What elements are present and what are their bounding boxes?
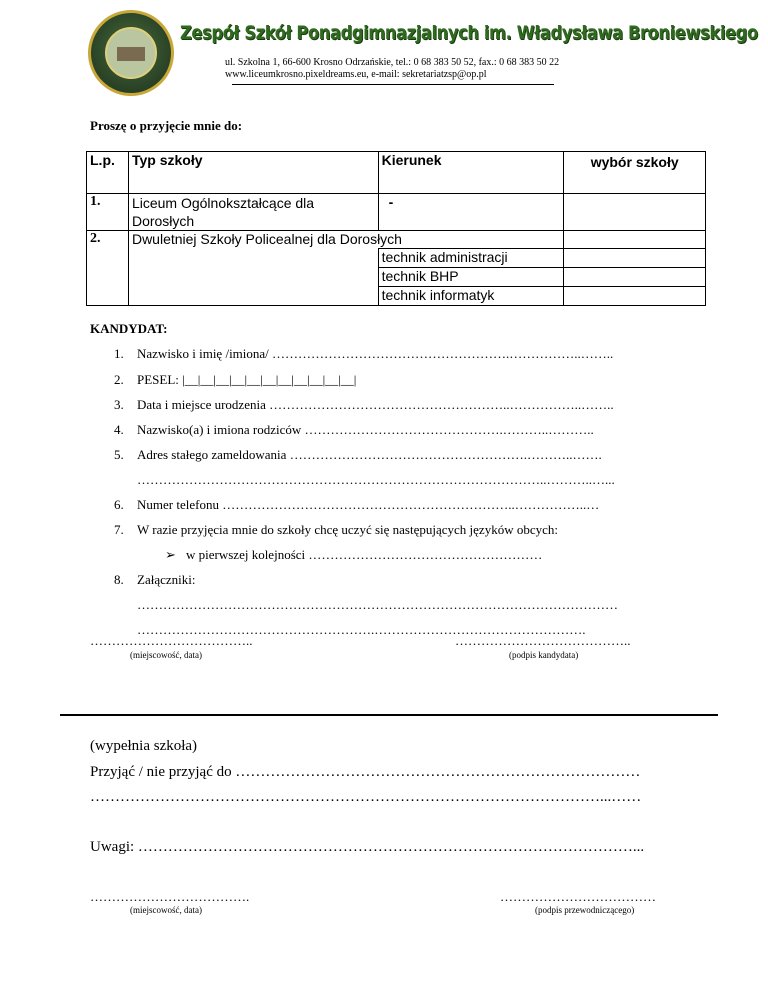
school-section-heading: (wypełnia szkoła): [90, 738, 198, 754]
direction-choice-checkbox[interactable]: [564, 268, 706, 287]
direction-choice-checkbox[interactable]: [564, 287, 706, 306]
parents-names-field[interactable]: Nazwisko(a) i imiona rodziców ……………………………………….………..………..: [137, 422, 594, 437]
row-2-type: Dwuletniej Szkoły Policealnej dla Dorosłych: [128, 231, 563, 249]
list-item-number: 4.: [114, 422, 124, 437]
arrow-bullet-icon: ➢: [165, 547, 176, 562]
list-item-number: 1.: [114, 346, 124, 361]
languages-question: W razie przyjęcia mnie do szkoły chcę uczyć się następujących języków obcych:: [137, 522, 558, 537]
place-date-signature-line[interactable]: ………………………………..: [90, 633, 253, 648]
row-1-lp: 1.: [87, 194, 129, 231]
direction-item: technik BHP: [378, 268, 564, 287]
header-choice: wybór szkoły: [564, 152, 706, 194]
first-language-field[interactable]: w pierwszej kolejności ………………………………………………: [186, 547, 543, 562]
row-2-spacer: [564, 231, 706, 249]
attachments-label: Załączniki:: [137, 572, 196, 587]
list-item-number: 7.: [114, 522, 124, 537]
section-divider: [60, 714, 718, 716]
table-row: [87, 194, 706, 231]
row-2-type-blank: [128, 249, 378, 306]
address-line-1: ul. Szkolna 1, 66-600 Krosno Odrzańskie, tel.: 0 68 383 50 52, fax.: 0 68 383 50 22: [225, 57, 560, 68]
list-item-number: 5.: [114, 447, 124, 462]
row-1-type: Liceum Ogólnokształcące dla Dorosłych: [128, 194, 378, 231]
acceptance-field[interactable]: Przyjąć / nie przyjąć do ………………………………………………………………………: [90, 764, 641, 780]
row-2-lp: 2.: [87, 231, 129, 306]
candidate-name-field[interactable]: Nazwisko i imię /imiona/ ……………………………………………….……………..……..: [137, 346, 614, 361]
header-type: Typ szkoły: [128, 152, 378, 194]
phone-field[interactable]: Numer telefonu …………………………………………………………..……………..…: [137, 497, 600, 512]
acceptance-field-line-2[interactable]: …………………………………………………………………………………………...……: [90, 789, 642, 805]
table-row: [87, 231, 706, 249]
row-1-choice-checkbox[interactable]: [564, 194, 706, 231]
remarks-field[interactable]: Uwagi: ………………………………………………………………………………………...: [90, 839, 645, 855]
header-direction: Kierunek: [378, 152, 564, 194]
address-line-2: www.liceumkrosno.pixeldreams.eu, e-mail: sekretariatzsp@op.pl: [225, 69, 487, 80]
place-date-caption: (miejscowość, data): [130, 650, 202, 660]
table-row: [87, 249, 706, 268]
address-field-line-2[interactable]: …………………………………………………………………………………..………..…...: [137, 472, 615, 487]
place-date-caption-school: (miejscowość, data): [130, 905, 202, 915]
chairman-signature-line[interactable]: ………………………………: [500, 889, 656, 904]
school-choice-table: [86, 151, 706, 306]
building-icon: [117, 47, 145, 61]
place-date-signature-line-school[interactable]: ……………………………….: [90, 889, 250, 904]
list-item-number: 8.: [114, 572, 124, 587]
direction-choice-checkbox[interactable]: [564, 249, 706, 268]
candidate-signature-line[interactable]: …………………………………..: [455, 633, 631, 648]
birth-date-place-field[interactable]: Data i miejsce urodzenia ………………………………………………..……………..……..: [137, 397, 614, 412]
table-header-row: [87, 152, 706, 194]
row-1-direction: -: [378, 194, 564, 231]
list-item-number: 6.: [114, 497, 124, 512]
list-item-number: 3.: [114, 397, 124, 412]
address-field[interactable]: Adres stałego zameldowania ……………………………………………….………..…….: [137, 447, 602, 462]
candidate-heading: KANDYDAT:: [90, 321, 168, 336]
direction-item: technik administracji: [378, 249, 564, 268]
request-title: Proszę o przyjęcie mnie do:: [90, 118, 243, 133]
chairman-signature-caption: (podpis przewodniczącego): [535, 905, 635, 915]
list-item-number: 2.: [114, 372, 124, 387]
logo-emblem: [105, 27, 157, 79]
school-logo: [88, 10, 174, 96]
direction-item: technik informatyk: [378, 287, 564, 306]
attachments-line-2[interactable]: ……………………………………………….………………………………………….: [137, 622, 586, 637]
attachments-line-1[interactable]: …………………………………………………………………………………………………: [137, 597, 618, 612]
candidate-signature-caption: (podpis kandydata): [509, 650, 579, 660]
school-name: Zespół Szkół Ponadgimnazjalnych im. Władysława Broniewskiego: [180, 22, 758, 44]
header-underline: [232, 84, 554, 85]
header-lp: L.p.: [87, 152, 129, 194]
pesel-field[interactable]: PESEL: |__|__|__|__|__|__|__|__|__|__|__|: [137, 372, 357, 387]
